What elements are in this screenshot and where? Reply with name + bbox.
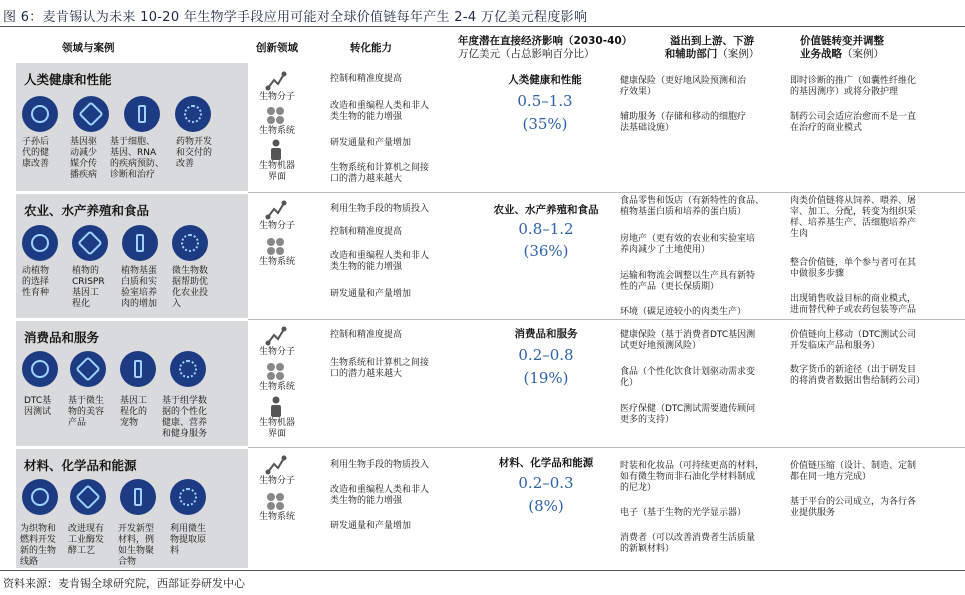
molecule-icon (264, 70, 288, 92)
impact-value-materials: 0.2–0.3 (518, 474, 574, 492)
header-capability: 转化能力 (350, 42, 392, 54)
section-title-health: 人类健康和性能 (24, 72, 112, 87)
cells-icon (264, 104, 288, 126)
impact-label-materials: 材料、化学品和能源 (498, 457, 594, 469)
syringe-icon (175, 96, 211, 132)
row-separator (248, 319, 965, 320)
capability-item: 研发通量和产量增加 (330, 521, 412, 531)
example-text: 基因驱 动减少 媒介传 播疾病 (70, 137, 98, 180)
top-rule (0, 26, 965, 27)
header-spillover (652, 35, 772, 61)
header-innovation: 创新领域 (256, 42, 298, 54)
impact-pct-materials: (8%) (528, 497, 564, 515)
spillover-item: 食品零售和饭店（有新特性的食品、 植物基蛋白质和培养的蛋白质） (620, 196, 765, 217)
molecule-icon (264, 325, 288, 347)
microbe-icon (172, 225, 208, 261)
fitness-icon (170, 351, 206, 387)
capability-item: 利用生物手段的物质投入 (330, 204, 430, 214)
spillover-item: 辅助服务（存储和移动的细胞疗 法基础设施） (620, 112, 747, 133)
molecule-icon (264, 454, 288, 476)
bottom-rule (0, 570, 965, 571)
lab-meat-icon (122, 225, 158, 261)
header-domains-cases: 领域与案例 (62, 42, 115, 54)
example-text: 基于微生 物的美容 产品 (68, 396, 105, 428)
capability-item: 生物系统和计算机之间接 口的潜力越来越大 (330, 163, 430, 184)
spillover-item: 医疗保健（DTC测试需要遗传顾问 更多的支持） (620, 404, 756, 425)
example-text: 动植物 的选择 性育种 (22, 266, 50, 298)
section-title-agri: 农业、水产养殖和食品 (24, 203, 150, 218)
strategy-item: 肉类价值链将从饲养、喂养、屠 宰、加工、分配，转变为组织采 样、培养基生产、活细胞培养产 生肉 (790, 196, 917, 239)
example-text: DTC基 因测试 (24, 396, 52, 417)
capability-item: 改造和重编程人类和非人 类生物的能力增强 (330, 101, 430, 122)
mosquito-icon (73, 96, 109, 132)
source-note: 资料来源：麦肯锡全球研究院，西部证券研发中心 (3, 577, 245, 590)
example-text: 基于组学数 据的个性化 健康、营养 和健身服务 (162, 396, 208, 439)
header-strategy-line2: 业务战略 (800, 48, 842, 60)
domain-system: 生物系统 (258, 126, 295, 136)
spillover-item: 环境（碳足迹较小的肉类生产） (620, 307, 747, 317)
spillover-item: 房地产（更有效的农业和实验室培 养肉减少了土地使用） (620, 234, 756, 255)
spillover-item: 食品（个性化饮食计划驱动需求变 化） (620, 367, 756, 388)
cells-icon (264, 490, 288, 512)
plant-icon (72, 225, 108, 261)
header-spillover-line2: 和辅助部门 (664, 48, 718, 60)
strategy-item: 数字货币的新途径（出于研发目 的将消费者数据出售给制药公司） (790, 365, 926, 386)
example-text: 药物开发 和交付的 改善 (176, 137, 213, 169)
beauty-product-icon (70, 351, 106, 387)
example-text: 为织物和 燃料开发 新的生物 线路 (20, 524, 57, 567)
spillover-item: 时装和化妆品（可持续更高的材料， 如有微生物而非石油化学材料制成 的尼龙） (620, 461, 765, 493)
capability-item: 研发通量和产量增加 (330, 289, 412, 299)
spillover-item: 健康保险（基于消费者DTC基因测 试更好地预测风险） (620, 330, 756, 351)
fabric-icon (22, 479, 58, 515)
genetic-test-icon (22, 351, 58, 387)
domain-machine: 生物机器 界面 (258, 418, 295, 439)
capability-item: 改造和重编程人类和非人 类生物的能力增强 (330, 485, 430, 506)
domain-molecule: 生物分子 (258, 476, 295, 486)
domain-system: 生物系统 (258, 257, 295, 267)
factory-icon (170, 479, 206, 515)
example-text: 植物基蛋 白质和实 验室培养 肉的增加 (121, 266, 158, 309)
impact-pct-health: (35%) (522, 115, 568, 133)
header-spillover-line3: （案例） (717, 48, 760, 60)
strategy-item: 制药公司会适应治愈而不是一直 在治疗的商业模式 (790, 112, 917, 133)
section-title-consumer: 消费品和服务 (24, 330, 100, 345)
example-text: 基于细胞、 基因、RNA 的疾病预防、 诊断和治疗 (110, 137, 165, 180)
impact-value-consumer: 0.2–0.8 (518, 346, 574, 364)
cells-icon (264, 360, 288, 382)
example-text: 基因工 程化的 宠物 (120, 396, 148, 428)
strategy-item: 整合价值链，单个参与者可在其 中做很多步骤 (790, 258, 917, 279)
robot-person-icon (264, 139, 288, 161)
strategy-item: 出现销售收益目标的商业模式， 进而替代种子或农药包装等产品 (790, 294, 917, 315)
header-strategy-line3: （案例） (842, 48, 884, 60)
domain-machine: 生物机器 界面 (258, 161, 295, 182)
domain-system: 生物系统 (258, 512, 295, 522)
impact-value-health: 0.5–1.3 (517, 92, 573, 110)
enzyme-icon (70, 479, 106, 515)
strategy-item: 基于平台的公司成立，为各行各 业提供服务 (790, 497, 917, 518)
domain-molecule: 生物分子 (258, 347, 295, 357)
impact-pct-agri: (36%) (523, 242, 569, 260)
impact-label-agri: 农业、水产养殖和食品 (493, 204, 599, 216)
spillover-item: 健康保险（更好地风险预测和治 疗效果） (620, 76, 747, 97)
example-text: 植物的 CRISPR 基因工 程化 (72, 266, 105, 309)
example-text: 子孙后 代的健 康改善 (22, 137, 50, 169)
domain-molecule: 生物分子 (258, 92, 295, 102)
spillover-item: 消费者（可以改善消费者生活质量 的新颖材料） (620, 533, 756, 554)
cells-icon (264, 235, 288, 257)
row-separator (248, 192, 965, 193)
capability-item: 利用生物手段的物质投入 (330, 460, 430, 470)
animal-icon (22, 225, 58, 261)
example-text: 开发新型 材料，例 如生物聚 合物 (118, 524, 155, 567)
impact-value-agri: 0.8–1.2 (518, 220, 574, 238)
section-title-materials: 材料、化学品和能源 (24, 458, 137, 473)
robot-person-icon (264, 396, 288, 418)
header-impact-line1: 年度潜在直接经济影响（2030-40） (458, 35, 633, 47)
header-spillover-line1: 溢出到上游、下游 (670, 35, 754, 47)
domain-system: 生物系统 (258, 382, 295, 392)
spillover-item: 电子（基于生物的光学显示器） (620, 508, 747, 518)
capability-item: 控制和精准度提高 (330, 74, 403, 84)
pet-icon (120, 351, 156, 387)
example-text: 微生物数 据帮助优 化农业投 入 (172, 266, 209, 309)
example-text: 改进现有 工业酶发 酵工艺 (68, 524, 105, 556)
figure-title: 图 6：麦肯锡认为未来 10-20 年生物学手段应用可能对全球价值链每年产生 2-4 万亿美元程度影响 (3, 10, 588, 25)
header-impact (458, 35, 632, 61)
spillover-item: 运输和物流会调整以生产具有新特 性的产品（更长保质期） (620, 271, 756, 292)
capability-item: 生物系统和计算机之间接 口的潜力越来越大 (330, 358, 430, 379)
strategy-item: 即时诊断的推广（如囊性纤维化 的基因测序）或将分散护理 (790, 76, 917, 97)
example-text: 利用微生 物提取原 料 (170, 524, 207, 556)
header-impact-line2: 万亿美元（占总影响百分比） (458, 48, 595, 60)
strategy-item: 价值链压缩（设计、制造、定制 都在同一地方完成） (790, 461, 917, 482)
cell-icon (124, 96, 160, 132)
polymer-icon (120, 479, 156, 515)
impact-label-health: 人类健康和性能 (508, 74, 582, 86)
capability-item: 控制和精准度提高 (330, 227, 403, 237)
molecule-icon (264, 199, 288, 221)
header-strategy-line1: 价值链转变并调整 (800, 35, 884, 47)
capability-item: 改造和重编程人类和非人 类生物的能力增强 (330, 251, 430, 272)
impact-label-consumer: 消费品和服务 (514, 328, 578, 340)
domain-molecule: 生物分子 (258, 221, 295, 231)
strategy-item: 价值链向上移动（DTC测试公司 开发临床产品和服务） (790, 330, 917, 351)
impact-pct-consumer: (19%) (523, 369, 569, 387)
capability-item: 研发通量和产量增加 (330, 138, 412, 148)
capability-item: 控制和精准度提高 (330, 330, 403, 340)
row-separator (248, 447, 965, 448)
header-strategy (800, 35, 884, 61)
dna-icon (22, 96, 58, 132)
